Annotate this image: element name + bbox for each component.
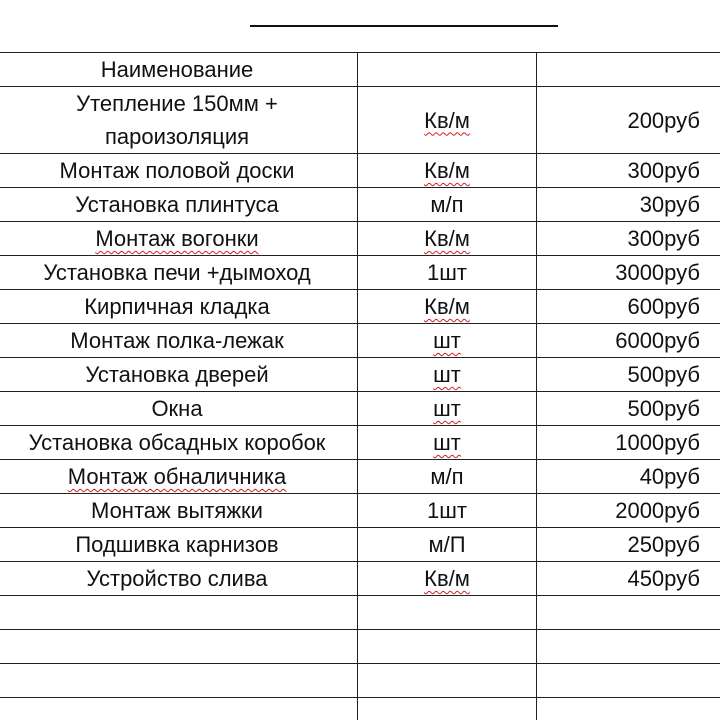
row-price: 450руб — [537, 562, 720, 596]
row-price: 40руб — [537, 460, 720, 494]
row-unit — [358, 426, 537, 460]
empty-cell — [0, 596, 358, 630]
price-table — [0, 52, 720, 720]
row-name — [0, 222, 358, 256]
row-price: 30руб — [537, 188, 720, 222]
empty-cell — [537, 664, 720, 698]
empty-cell — [358, 630, 537, 664]
row-unit-text: Кв/м — [424, 294, 470, 319]
row-name-text: Монтаж обналичника — [67, 464, 287, 489]
row-unit: м/п — [358, 188, 537, 222]
table-row — [0, 494, 720, 528]
table-row — [0, 460, 720, 494]
row-unit-text: Кв/м — [424, 226, 470, 251]
empty-row — [0, 596, 720, 630]
row-unit-text: Кв/м — [424, 566, 470, 591]
row-unit — [358, 392, 537, 426]
table-row — [0, 392, 720, 426]
row-price: 500руб — [537, 358, 720, 392]
row-name: Окна — [0, 392, 358, 426]
table-row — [0, 528, 720, 562]
row-price: 250руб — [537, 528, 720, 562]
row-unit-text: Кв/м — [424, 107, 470, 133]
row-unit: м/П — [358, 528, 537, 562]
empty-cell — [358, 698, 537, 720]
row-name: Устройство слива — [0, 562, 358, 596]
row-name: Подшивка карнизов — [0, 528, 358, 562]
table-row — [0, 426, 720, 460]
row-name-text: Монтаж вогонки — [95, 226, 259, 251]
empty-row — [0, 698, 720, 720]
row-price: 600руб — [537, 290, 720, 324]
row-price: 1000руб — [537, 426, 720, 460]
row-unit: м/п — [358, 460, 537, 494]
row-unit-text: Кв/м — [424, 158, 470, 183]
empty-cell — [0, 664, 358, 698]
table-row — [0, 562, 720, 596]
row-price: 6000руб — [537, 324, 720, 358]
empty-cell — [537, 630, 720, 664]
row-unit-text: шт — [433, 430, 461, 455]
row-unit-text: шт — [433, 362, 461, 387]
header-name-cell: Наименование — [0, 53, 358, 87]
table-row — [0, 222, 720, 256]
row-unit — [358, 222, 537, 256]
table-row — [0, 188, 720, 222]
empty-cell — [537, 698, 720, 720]
row-name: Установка дверей — [0, 358, 358, 392]
table-row — [0, 324, 720, 358]
row-unit — [358, 562, 537, 596]
empty-cell — [537, 596, 720, 630]
table-row — [0, 154, 720, 188]
empty-cell — [0, 630, 358, 664]
row-price: 300руб — [537, 222, 720, 256]
table-row — [0, 87, 720, 154]
row-unit — [358, 290, 537, 324]
row-unit — [358, 87, 537, 154]
empty-cell — [358, 664, 537, 698]
table-row — [0, 256, 720, 290]
row-name: Монтаж вытяжки — [0, 494, 358, 528]
empty-cell — [0, 698, 358, 720]
row-price: 2000руб — [537, 494, 720, 528]
row-price: 300руб — [537, 154, 720, 188]
row-price: 3000руб — [537, 256, 720, 290]
row-name: Установка обсадных коробок — [0, 426, 358, 460]
row-name: Монтаж половой доски — [0, 154, 358, 188]
row-name: Установка печи +дымоход — [0, 256, 358, 290]
row-unit — [358, 154, 537, 188]
table-row — [0, 358, 720, 392]
empty-row — [0, 630, 720, 664]
row-unit-text: шт — [433, 396, 461, 421]
row-unit — [358, 324, 537, 358]
row-unit-text: шт — [433, 328, 461, 353]
row-name: Кирпичная кладка — [0, 290, 358, 324]
table-row — [0, 290, 720, 324]
row-unit — [358, 358, 537, 392]
header-price-cell — [537, 53, 720, 87]
row-unit: 1шт — [358, 494, 537, 528]
row-name: Установка плинтуса — [0, 188, 358, 222]
table-header-row — [0, 53, 720, 87]
title-underline — [250, 25, 558, 27]
empty-cell — [358, 596, 537, 630]
row-price: 200руб — [537, 87, 720, 154]
row-name — [0, 460, 358, 494]
row-price: 500руб — [537, 392, 720, 426]
row-name: Утепление 150мм + пароизоляция — [0, 87, 358, 154]
empty-row — [0, 664, 720, 698]
row-unit: 1шт — [358, 256, 537, 290]
row-name: Монтаж полка-лежак — [0, 324, 358, 358]
header-unit-cell — [358, 53, 537, 87]
